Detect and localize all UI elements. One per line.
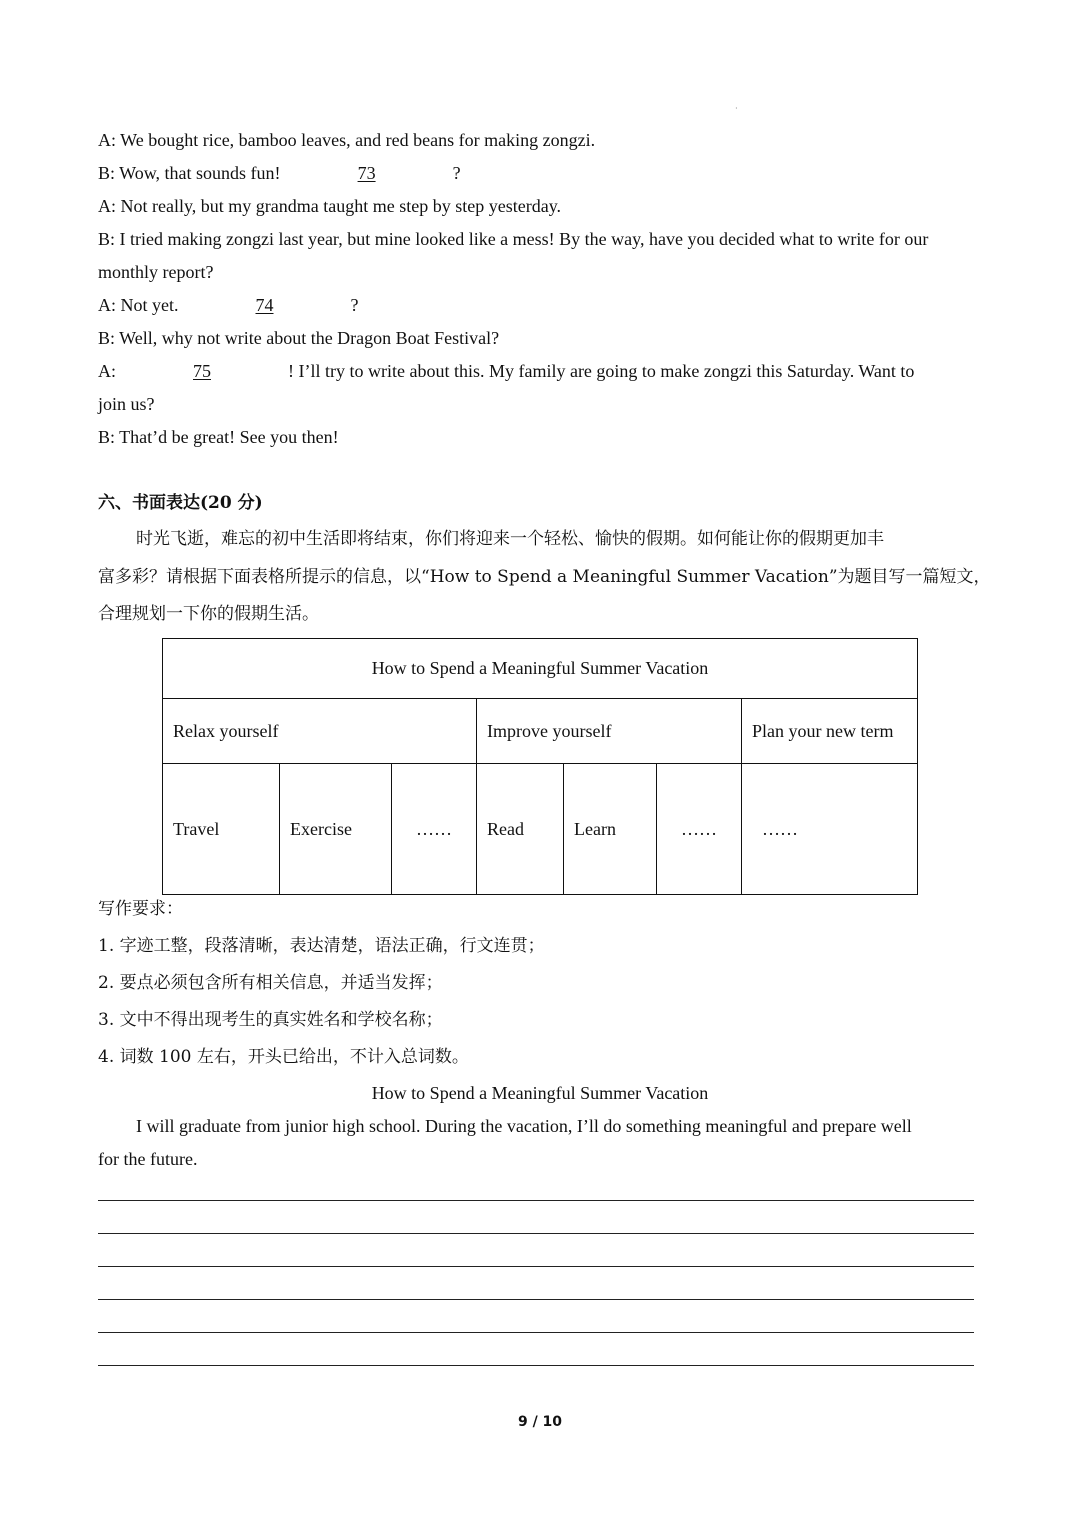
answer-line[interactable] bbox=[98, 1365, 974, 1366]
table-header-plan: Plan your new term bbox=[742, 699, 918, 764]
stray-mark: · bbox=[735, 104, 738, 113]
table-cell-read: Read bbox=[477, 764, 564, 895]
requirement-item: 2. 要点必须包含所有相关信息，并适当发挥； bbox=[98, 973, 443, 993]
blank-75[interactable]: 75 bbox=[193, 361, 211, 381]
table-cell-exercise: Exercise bbox=[280, 764, 392, 895]
blank-73[interactable]: 73 bbox=[357, 163, 376, 183]
blank-74[interactable]: 74 bbox=[255, 295, 274, 315]
page-number: 9 / 10 bbox=[517, 1414, 563, 1430]
dialogue-line-2-text: B: Wow, that sounds fun! bbox=[98, 163, 281, 183]
table-cell-travel: Travel bbox=[163, 764, 280, 895]
dialogue-line-4: B: I tried making zongzi last year, but mine looked like a mess! By the way, have you decided what to write for our bbox=[98, 229, 929, 249]
essay-title: How to Spend a Meaningful Summer Vacation bbox=[371, 1083, 709, 1103]
essay-opening-line-2: for the future. bbox=[98, 1149, 198, 1169]
dialogue-line-2 bbox=[98, 162, 461, 184]
dialogue-line-9: join us? bbox=[98, 394, 155, 414]
dialogue-line-10: B: That’d be great! See you then! bbox=[98, 427, 339, 447]
dialogue-line-8-prefix: A: bbox=[98, 361, 116, 381]
dialogue-line-8 bbox=[98, 360, 914, 382]
table-header-improve: Improve yourself bbox=[477, 699, 742, 764]
requirement-item: 4. 词数 100 左右，开头已给出，不计入总词数。 bbox=[98, 1047, 469, 1067]
dialogue-line-1: A: We bought rice, bamboo leaves, and red beans for making zongzi. bbox=[98, 130, 596, 150]
requirements-label: 写作要求： bbox=[98, 899, 183, 919]
instruction-line-2: 富多彩？请根据下面表格所提示的信息，以“How to Spend a Meaningful Summer Vacation”为题目写一篇短文， bbox=[98, 567, 991, 587]
dialogue-line-5: monthly report? bbox=[98, 262, 214, 282]
question-mark: ? bbox=[452, 163, 461, 183]
table-cell-ellipsis: …… bbox=[657, 764, 742, 895]
instruction-line-1: 时光飞逝，难忘的初中生活即将结束，你们将迎来一个轻松、愉快的假期。如何能让你的假期更加丰 bbox=[136, 529, 884, 549]
dialogue-line-3: A: Not really, but my grandma taught me step by step yesterday. bbox=[98, 196, 562, 216]
requirement-item: 3. 文中不得出现考生的真实姓名和学校名称； bbox=[98, 1010, 443, 1030]
table-cell-ellipsis: …… bbox=[392, 764, 477, 895]
section-heading: 六、书面表达(20 分) bbox=[98, 493, 263, 513]
answer-line[interactable] bbox=[98, 1266, 974, 1267]
question-mark: ? bbox=[350, 295, 359, 315]
answer-line[interactable] bbox=[98, 1332, 974, 1333]
table-cell-learn: Learn bbox=[564, 764, 657, 895]
table-cell-ellipsis: …… bbox=[742, 764, 918, 895]
dialogue-line-6 bbox=[98, 294, 359, 316]
requirement-item: 1. 字迹工整，段落清晰，表达清楚，语法正确，行文连贯； bbox=[98, 936, 545, 956]
dialogue-line-7: B: Well, why not write about the Dragon Boat Festival? bbox=[98, 328, 500, 348]
answer-line[interactable] bbox=[98, 1233, 974, 1234]
dialogue-line-6-text: A: Not yet. bbox=[98, 295, 179, 315]
answer-line[interactable] bbox=[98, 1200, 974, 1201]
table-header-relax: Relax yourself bbox=[163, 699, 477, 764]
answer-line[interactable] bbox=[98, 1299, 974, 1300]
plan-table bbox=[162, 638, 918, 895]
essay-opening-line-1: I will graduate from junior high school. During the vacation, I’ll do something meaningful and prepare well bbox=[136, 1116, 912, 1136]
instruction-line-3: 合理规划一下你的假期生活。 bbox=[98, 604, 319, 624]
dialogue-line-8-text: ! I’ll try to write about this. My family are going to make zongzi this Saturday. Want to bbox=[288, 361, 915, 381]
table-title: How to Spend a Meaningful Summer Vacation bbox=[163, 639, 918, 699]
